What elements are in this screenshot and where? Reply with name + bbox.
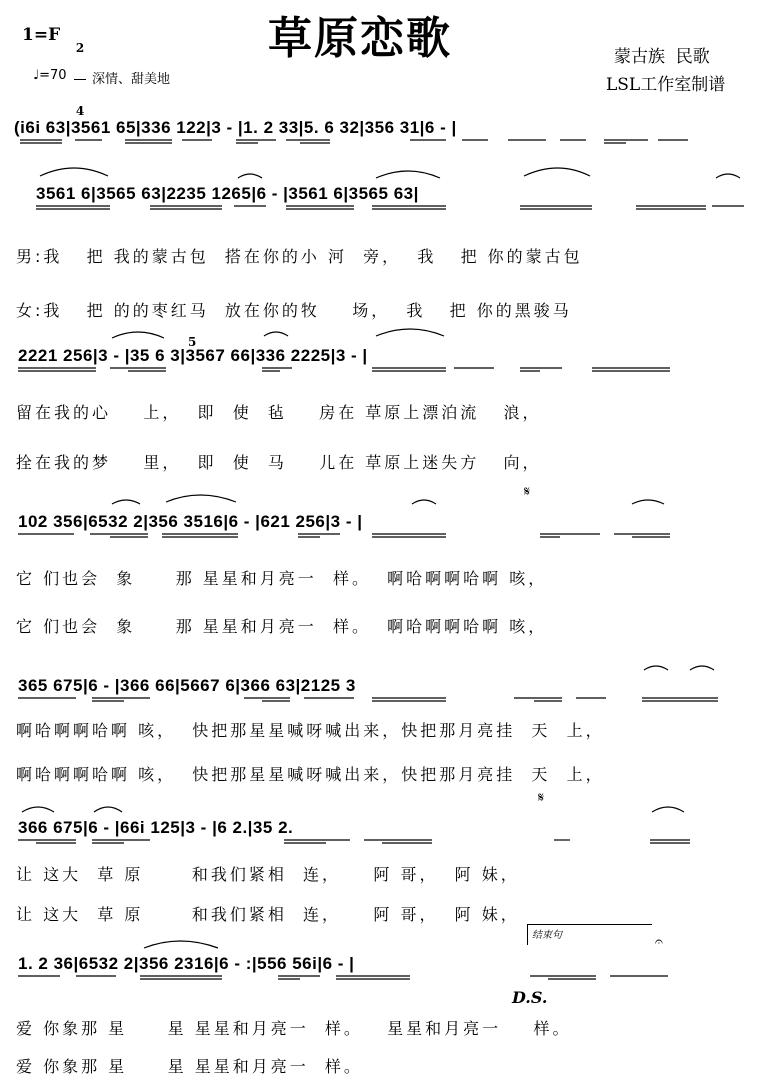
fermata-sign: 𝄐 [655, 934, 663, 950]
time-signature-top: 2 [75, 41, 85, 55]
lyric-line-5a: 让 这大 草 原 和我们紧相 连， 阿 哥， 阿 妹， [16, 865, 520, 884]
notation-line-7: 1. 2 36|6532 2|356 2316|6 - :|556 56i|6 - | [18, 954, 355, 973]
lyric-line-2b: 拴在我的梦 里， 即 使 马 儿在 草原上迷失方 向， [16, 453, 542, 472]
lyric-line-female: 女:我 把 的的枣红马 放在你的牧 场， 我 把 你的黑骏马 [16, 301, 572, 320]
notation-line-4: 102 356|6532 2|356 3516|6 - |621 256|3 - | [18, 512, 363, 531]
lyric-line-6b: 爱 你象那 星 星 星星和月亮一 样。 [16, 1057, 363, 1076]
tempo-mark: ♩=70 [33, 68, 67, 83]
ending-label: 结束句 [532, 930, 562, 941]
notation-line-6: 366 675|6 - |66i 125|3 - |6 2.|35 2. [18, 818, 294, 837]
notation-line-5: 365 675|6 - |366 66|5667 6|366 63|2125 3 [18, 676, 356, 695]
expression-mark: 深情、甜美地 [92, 72, 171, 87]
lyric-line-4b: 啊哈啊啊哈啊 咳， 快把那星星喊呀喊出来，快把那月亮挂 天 上， [16, 765, 605, 784]
lyric-line-3a: 它 们也会 象 那 星星和月亮一 样。 啊哈啊啊哈啊 咳， [16, 569, 548, 588]
time-signature-bottom: 4 [75, 104, 85, 118]
lyric-line-2a: 留在我的心 上， 即 使 毡 房在 草原上漂泊流 浪， [16, 403, 542, 422]
segno-sign: 𝄋 [524, 484, 531, 500]
segno-sign-2: 𝄋 [538, 790, 545, 806]
page-title: 草原恋歌 [268, 13, 452, 64]
arranger: LSL工作室制谱 [606, 75, 726, 95]
attribution: 蒙古族 民歌 [614, 47, 710, 67]
grace-note: 5 [188, 335, 197, 349]
lyric-line-5b: 让 这大 草 原 和我们紧相 连， 阿 哥， 阿 妹， [16, 905, 520, 924]
lyric-line-6a: 爱 你象那 星 星 星星和月亮一 样。 星星和月亮一 样。 [16, 1019, 572, 1038]
lyric-line-3b: 它 们也会 象 那 星星和月亮一 样。 啊哈啊啊哈啊 咳， [16, 617, 548, 636]
lyric-line-male: 男:我 把 我的蒙古包 搭在你的小 河 旁， 我 把 你的蒙古包 [16, 247, 583, 266]
dal-segno: D.S. [512, 988, 548, 1007]
lyric-line-4a: 啊哈啊啊哈啊 咳， 快把那星星喊呀喊出来，快把那月亮挂 天 上， [16, 721, 605, 740]
notation-line-3: 2221 256|3 - |35 6 3|3567 66|336 2225|3 - | [18, 346, 368, 365]
key-signature: 1=F [22, 25, 61, 45]
notation-line-2: 3561 6|3565 63|2235 1265|6 - |3561 6|3565 63| [36, 184, 419, 203]
notation-line-1: (i6i 63|3561 65|336 122|3 - |1. 2 33|5. 6 32|356 31|6 - | [14, 118, 457, 137]
